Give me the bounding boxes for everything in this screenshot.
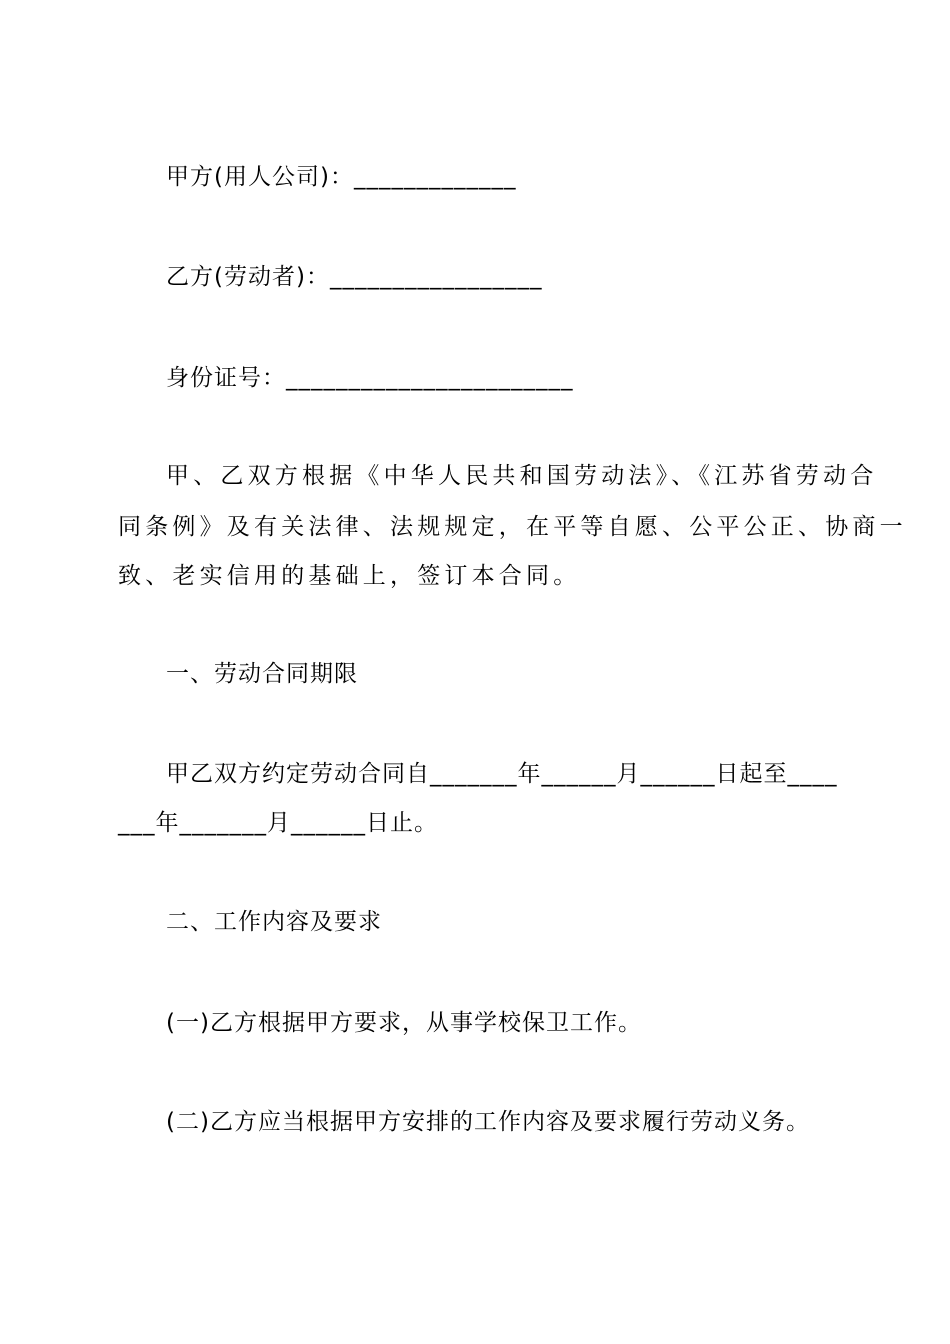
section-2-heading: 二、工作内容及要求 [166,909,382,935]
party-a-line: 甲方(用人公司)：_____________ [166,164,517,190]
term-line-2: ___年_______月______日止。 [118,810,438,836]
preamble-line-2: 同条例》及有关法律、法规规定，在平等自愿、公平公正、协商一 [118,514,907,540]
id-number-line: 身份证号：_______________________ [166,365,574,391]
section-1-heading: 一、劳动合同期限 [166,661,358,687]
party-b-line: 乙方(劳动者)：_________________ [166,264,543,290]
clause-1-line: (一)乙方根据甲方要求，从事学校保卫工作。 [166,1010,642,1036]
preamble-line-3: 致、老实信用的基础上，签订本合同。 [118,563,581,589]
term-line-1: 甲乙双方约定劳动合同自_______年______月______日起至____ [166,761,838,787]
preamble-line-1: 甲、乙双方根据《中华人民共和国劳动法》、《江苏省劳动合 [166,463,878,489]
clause-2-line: (二)乙方应当根据甲方安排的工作内容及要求履行劳动义务。 [166,1109,810,1135]
